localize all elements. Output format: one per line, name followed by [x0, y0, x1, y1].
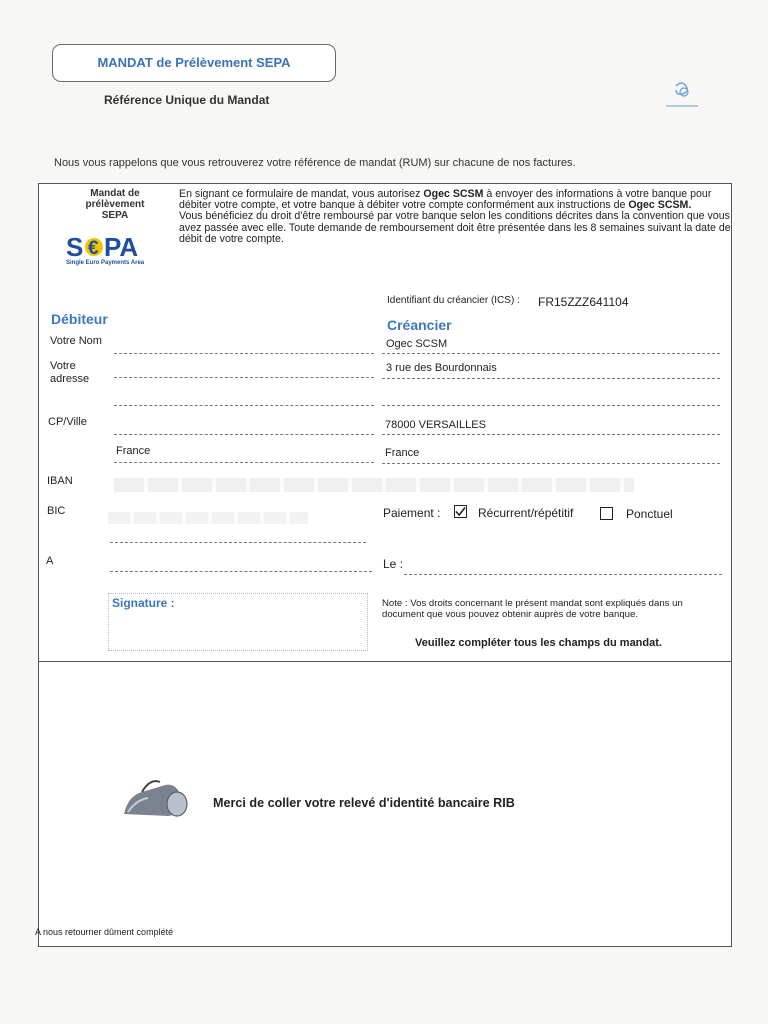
- debtor-section-title: Débiteur: [51, 311, 108, 327]
- recurrent-checkbox[interactable]: [454, 505, 467, 518]
- document-title: MANDAT de Prélèvement SEPA: [97, 55, 291, 70]
- rights-note: Note : Vos droits concernant le présent mandat sont expliqués dans un document que vous pouvez obtenir auprès de votre banque.: [382, 598, 683, 620]
- bic-extra-field[interactable]: [110, 542, 366, 543]
- bic-field[interactable]: [108, 512, 308, 524]
- rum-reminder-text: Nous vous rappelons que vous retrouverez votre référence de mandat (RUM) sur chacune de nos factures.: [54, 157, 576, 169]
- complete-all-fields-notice: Veuillez compléter tous les champs du mandat.: [415, 637, 662, 649]
- creditor-address-value: 3 rue des Bourdonnais: [386, 362, 497, 374]
- debtor-country-field[interactable]: [114, 462, 374, 463]
- creditor-section-title: Créancier: [387, 317, 452, 333]
- return-instruction-footer: A nous retourner dûment complété: [35, 927, 174, 937]
- debtor-country-value: France: [116, 445, 151, 457]
- ics-label: Identifiant du créancier (ICS) :: [387, 295, 520, 306]
- sepa-mandate-label: Mandat de prélèvement SEPA: [85, 188, 145, 221]
- creditor-name-line: [382, 353, 720, 354]
- title-box: [52, 44, 336, 82]
- section-divider: [39, 661, 731, 662]
- payment-label: Paiement :: [383, 506, 441, 520]
- creditor-city-line: [382, 434, 720, 435]
- debtor-address-field-1[interactable]: [114, 377, 374, 378]
- iban-label: IBAN: [47, 475, 73, 487]
- recurrent-option-label: Récurrent/répétitif: [478, 506, 574, 520]
- debtor-city-field[interactable]: [114, 434, 374, 435]
- sepa-tagline: Single Euro Payments Area: [66, 260, 145, 266]
- ponctuel-option-label: Ponctuel: [626, 507, 673, 521]
- svg-text:€: €: [88, 238, 99, 259]
- date-label: Le :: [383, 557, 404, 571]
- ics-value: FR15ZZZ641104: [538, 295, 629, 309]
- debtor-name-field[interactable]: [114, 353, 374, 354]
- place-field[interactable]: [110, 571, 372, 572]
- svg-text:S: S: [66, 232, 84, 262]
- rum-reference-label: Référence Unique du Mandat: [104, 93, 270, 107]
- creditor-country-line: [382, 463, 720, 464]
- debtor-name-label: Votre Nom: [50, 335, 102, 347]
- creditor-country-value: France: [385, 447, 420, 459]
- debtor-address-label: Votre adresse: [50, 360, 90, 385]
- glue-stick-icon: [122, 776, 192, 825]
- signature-label: Signature :: [112, 596, 175, 610]
- creditor-city-value: 78000 VERSAILLES: [385, 419, 486, 431]
- sepa-logo-icon: [64, 232, 154, 273]
- ponctuel-checkbox[interactable]: [600, 507, 613, 520]
- creditor-name-value: Ogec SCSM: [386, 338, 448, 350]
- mandate-intro-text: En signant ce formulaire de mandat, vous autorisez Ogec SCSM à envoyer des informations à votre banque pour débiter votre compte, et votre banque à débiter votre compte conformément aux instructions de Ogec SCSM. Vous bénéficiez du droit d'être remboursé par votre banque selon les conditions décrites dans la convention que vous avez passée avec elle. Toute demande de remboursement doit être présentée dans les 8 semaines suivant la date de débit de votre compte.: [179, 188, 731, 245]
- bic-label: BIC: [47, 505, 66, 517]
- organization-logo-icon: [662, 80, 702, 115]
- creditor-address-line-2: [382, 405, 720, 406]
- creditor-address-line: [382, 378, 720, 379]
- place-label: A: [46, 555, 54, 567]
- rib-instruction: Merci de coller votre relevé d'identité bancaire RIB: [213, 796, 515, 810]
- iban-field[interactable]: [114, 478, 634, 492]
- svg-text:PA: PA: [104, 232, 139, 262]
- debtor-address-field-2[interactable]: [114, 405, 374, 406]
- date-field[interactable]: [404, 574, 722, 575]
- debtor-city-label: CP/Ville: [48, 416, 87, 428]
